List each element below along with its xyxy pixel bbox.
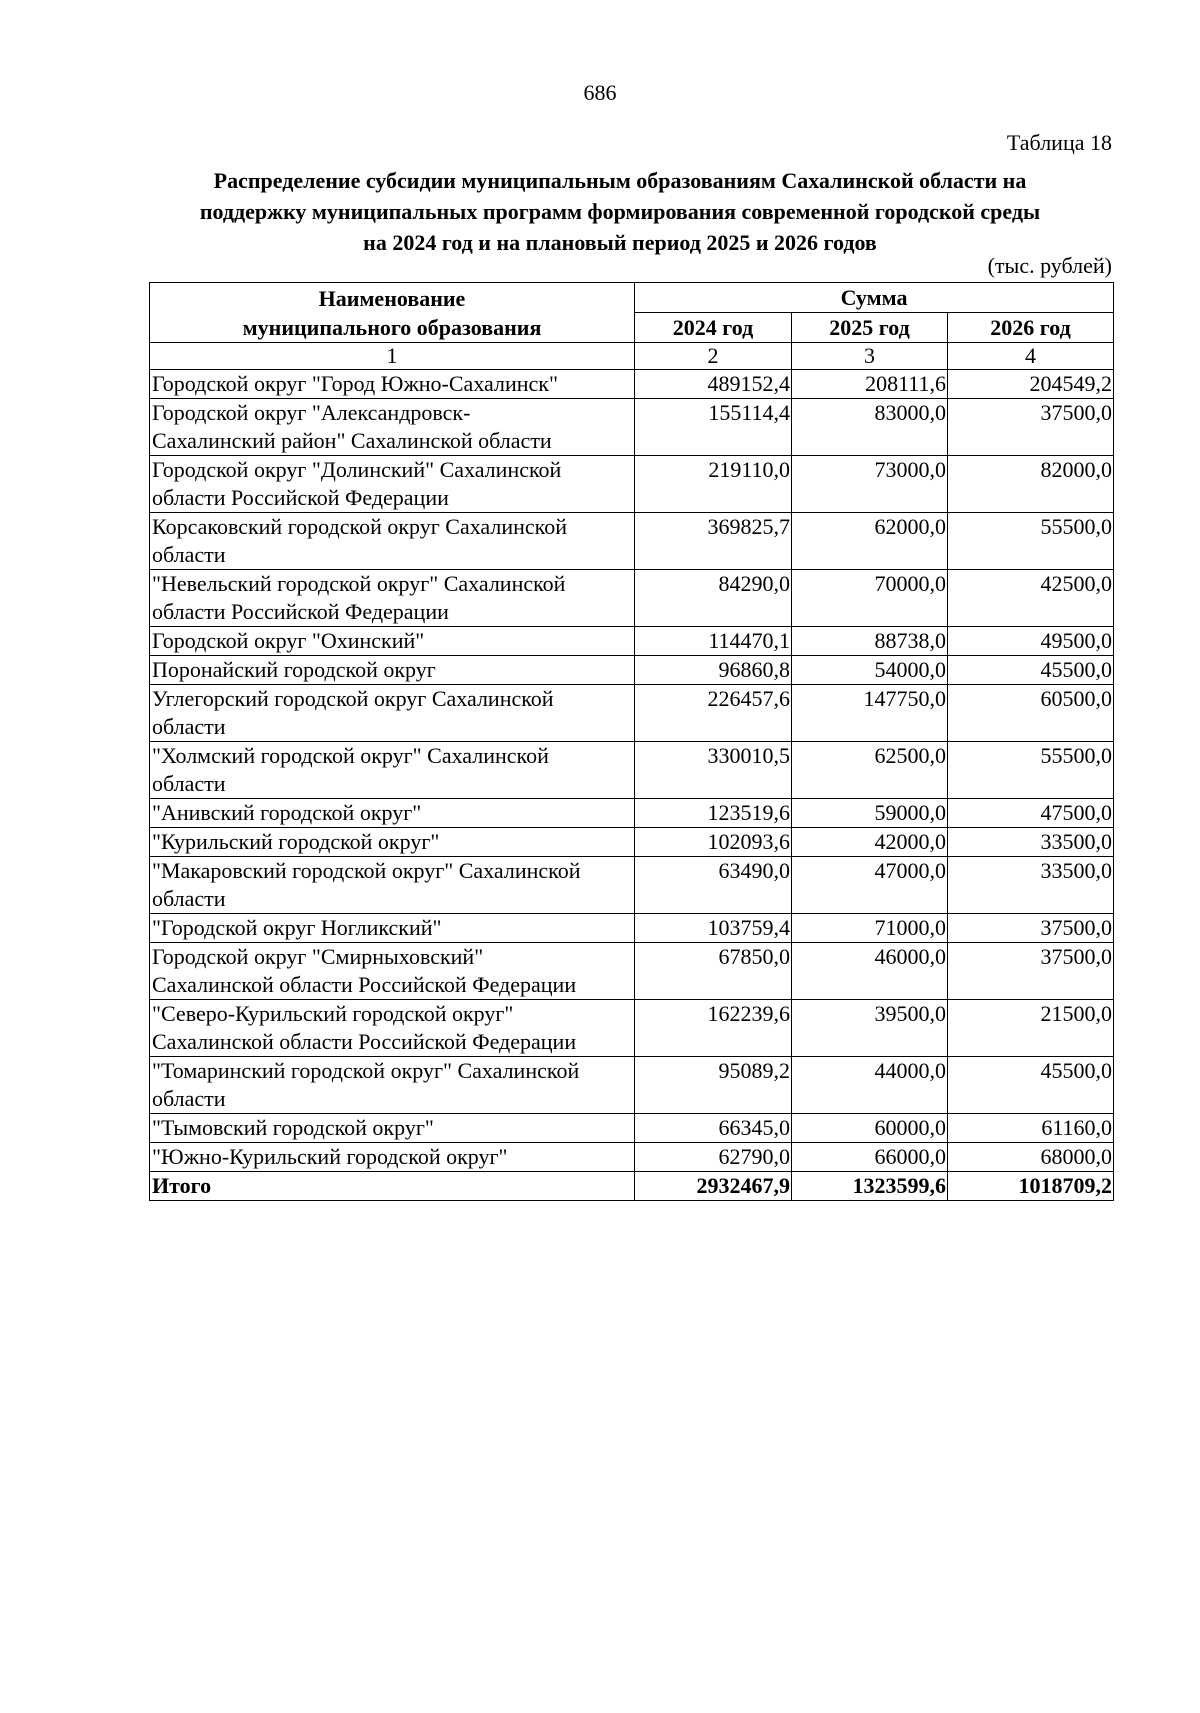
amount-2024: 96860,8 bbox=[635, 656, 792, 685]
page-number: 686 bbox=[583, 80, 617, 105]
municipality-name-line: Городской округ "Охинский" bbox=[152, 628, 425, 653]
amount-2024: 489152,4 bbox=[635, 370, 792, 399]
municipality-name-line: области bbox=[152, 1086, 226, 1111]
amount-2026: 33500,0 bbox=[948, 828, 1114, 857]
amount-2025: 147750,0 bbox=[792, 685, 948, 742]
municipality-name bbox=[150, 399, 635, 456]
amount-2025: 70000,0 bbox=[792, 570, 948, 627]
title-line-1: Распределение субсидии муниципальным образованиям Сахалинской области на bbox=[213, 168, 1027, 193]
title-line-3: на 2024 год и на плановый период 2025 и 2026 годов bbox=[363, 230, 877, 255]
municipality-name-line: "Южно-Курильский городской округ" bbox=[152, 1144, 508, 1169]
municipality-name-line: области bbox=[152, 542, 226, 567]
title-line-2: поддержку муниципальных программ формирования современной городской среды bbox=[199, 199, 1041, 224]
amount-2025: 208111,6 bbox=[792, 370, 948, 399]
municipality-name-line: Городской округ "Город Южно-Сахалинск" bbox=[152, 371, 558, 396]
amount-2025: 71000,0 bbox=[792, 914, 948, 943]
municipality-name-line: Сахалинской области Российской Федерации bbox=[152, 972, 577, 997]
table-row bbox=[150, 857, 1114, 914]
amount-2026: 47500,0 bbox=[948, 799, 1114, 828]
municipality-name bbox=[150, 799, 635, 828]
header-name-line-1: Наименование bbox=[318, 285, 466, 311]
amount-2024: 219110,0 bbox=[635, 456, 792, 513]
municipality-name bbox=[150, 742, 635, 799]
amount-2025: 60000,0 bbox=[792, 1114, 948, 1143]
amount-2024: 369825,7 bbox=[635, 513, 792, 570]
table-row bbox=[150, 914, 1114, 943]
amount-2026: 204549,2 bbox=[948, 370, 1114, 399]
municipality-name-line: Поронайский городской округ bbox=[152, 657, 436, 682]
amount-2026: 42500,0 bbox=[948, 570, 1114, 627]
municipality-name bbox=[150, 1000, 635, 1057]
municipality-name bbox=[150, 513, 635, 570]
municipality-name-line: области bbox=[152, 771, 226, 796]
header-name-line-2: муниципального образования bbox=[242, 314, 542, 340]
table-row bbox=[150, 513, 1114, 570]
municipality-name-line: "Тымовский городской округ" bbox=[152, 1115, 434, 1140]
municipality-name-line: Сахалинской области Российской Федерации bbox=[152, 1029, 577, 1054]
total-label: Итого bbox=[150, 1172, 635, 1201]
amount-2024: 226457,6 bbox=[635, 685, 792, 742]
amount-2024: 162239,6 bbox=[635, 1000, 792, 1057]
table-body bbox=[150, 370, 1114, 1172]
header-name bbox=[150, 283, 635, 343]
municipality-name bbox=[150, 627, 635, 656]
amount-2026: 61160,0 bbox=[948, 1114, 1114, 1143]
amount-2024: 95089,2 bbox=[635, 1057, 792, 1114]
amount-2026: 37500,0 bbox=[948, 914, 1114, 943]
municipality-name-line: Городской округ "Долинский" Сахалинской bbox=[152, 457, 562, 482]
amount-2026: 49500,0 bbox=[948, 627, 1114, 656]
municipality-name bbox=[150, 570, 635, 627]
amount-2024: 123519,6 bbox=[635, 799, 792, 828]
header-year-2024: 2024 год bbox=[635, 313, 792, 343]
amount-2026: 37500,0 bbox=[948, 943, 1114, 1000]
municipality-name-line: "Невельский городской округ" Сахалинской bbox=[152, 571, 566, 596]
amount-2024: 103759,4 bbox=[635, 914, 792, 943]
table-row bbox=[150, 656, 1114, 685]
municipality-name bbox=[150, 914, 635, 943]
municipality-name-line: области bbox=[152, 714, 226, 739]
municipality-name-line: "Курильский городской округ" bbox=[152, 829, 440, 854]
header-year-2026: 2026 год bbox=[948, 313, 1114, 343]
amount-2026: 60500,0 bbox=[948, 685, 1114, 742]
column-number: 1 bbox=[150, 343, 635, 370]
subsidy-table bbox=[149, 282, 1114, 1201]
amount-2024: 66345,0 bbox=[635, 1114, 792, 1143]
municipality-name-line: "Холмский городской округ" Сахалинской bbox=[152, 743, 549, 768]
municipality-name-line: Углегорский городской округ Сахалинской bbox=[152, 686, 554, 711]
amount-2024: 84290,0 bbox=[635, 570, 792, 627]
municipality-name-line: Корсаковский городской округ Сахалинской bbox=[152, 514, 568, 539]
table-row bbox=[150, 570, 1114, 627]
municipality-name-line: области Российской Федерации bbox=[152, 485, 449, 510]
table-row bbox=[150, 370, 1114, 399]
amount-2025: 46000,0 bbox=[792, 943, 948, 1000]
total-2026: 1018709,2 bbox=[948, 1172, 1114, 1201]
total-2024: 2932467,9 bbox=[635, 1172, 792, 1201]
municipality-name bbox=[150, 943, 635, 1000]
amount-2025: 59000,0 bbox=[792, 799, 948, 828]
municipality-name bbox=[150, 1114, 635, 1143]
amount-2026: 68000,0 bbox=[948, 1143, 1114, 1172]
amount-2024: 114470,1 bbox=[635, 627, 792, 656]
column-number: 2 bbox=[635, 343, 792, 370]
total-2025: 1323599,6 bbox=[792, 1172, 948, 1201]
amount-2025: 39500,0 bbox=[792, 1000, 948, 1057]
amount-2024: 330010,5 bbox=[635, 742, 792, 799]
amount-2025: 83000,0 bbox=[792, 399, 948, 456]
table-row bbox=[150, 742, 1114, 799]
municipality-name bbox=[150, 370, 635, 399]
municipality-name-line: "Городской округ Ногликский" bbox=[152, 915, 442, 940]
amount-2025: 88738,0 bbox=[792, 627, 948, 656]
amount-2026: 55500,0 bbox=[948, 513, 1114, 570]
amount-2026: 82000,0 bbox=[948, 456, 1114, 513]
amount-2026: 55500,0 bbox=[948, 742, 1114, 799]
municipality-name bbox=[150, 828, 635, 857]
municipality-name-line: "Макаровский городской округ" Сахалинской bbox=[152, 858, 581, 883]
amount-2026: 33500,0 bbox=[948, 857, 1114, 914]
amount-2026: 37500,0 bbox=[948, 399, 1114, 456]
table-row bbox=[150, 1057, 1114, 1114]
document-title bbox=[150, 165, 1090, 258]
table-row bbox=[150, 456, 1114, 513]
table-row bbox=[150, 943, 1114, 1000]
amount-2024: 63490,0 bbox=[635, 857, 792, 914]
table-label: Таблица 18 bbox=[1006, 130, 1112, 155]
municipality-name bbox=[150, 685, 635, 742]
total-row bbox=[150, 1172, 1114, 1201]
amount-2025: 54000,0 bbox=[792, 656, 948, 685]
amount-2025: 47000,0 bbox=[792, 857, 948, 914]
amount-2025: 42000,0 bbox=[792, 828, 948, 857]
municipality-name bbox=[150, 456, 635, 513]
amount-2024: 67850,0 bbox=[635, 943, 792, 1000]
amount-2026: 21500,0 bbox=[948, 1000, 1114, 1057]
column-number: 4 bbox=[948, 343, 1114, 370]
table-row bbox=[150, 799, 1114, 828]
amount-2025: 62500,0 bbox=[792, 742, 948, 799]
header-year-2025: 2025 год bbox=[792, 313, 948, 343]
amount-2025: 62000,0 bbox=[792, 513, 948, 570]
municipality-name-line: Городской округ "Смирныховский" bbox=[152, 944, 484, 969]
municipality-name-line: "Анивский городской округ" bbox=[152, 800, 422, 825]
amount-2024: 155114,4 bbox=[635, 399, 792, 456]
municipality-name bbox=[150, 1057, 635, 1114]
amount-2025: 44000,0 bbox=[792, 1057, 948, 1114]
column-number: 3 bbox=[792, 343, 948, 370]
table-row bbox=[150, 685, 1114, 742]
table-row bbox=[150, 1000, 1114, 1057]
amount-2024: 102093,6 bbox=[635, 828, 792, 857]
amount-2026: 45500,0 bbox=[948, 656, 1114, 685]
amount-2025: 66000,0 bbox=[792, 1143, 948, 1172]
municipality-name bbox=[150, 857, 635, 914]
amount-2026: 45500,0 bbox=[948, 1057, 1114, 1114]
units-label: (тыс. рублей) bbox=[987, 253, 1112, 278]
table-row bbox=[150, 1143, 1114, 1172]
table-row bbox=[150, 1114, 1114, 1143]
amount-2025: 73000,0 bbox=[792, 456, 948, 513]
amount-2024: 62790,0 bbox=[635, 1143, 792, 1172]
municipality-name-line: "Северо-Курильский городской округ" bbox=[152, 1001, 514, 1026]
municipality-name-line: области bbox=[152, 886, 226, 911]
table-row bbox=[150, 828, 1114, 857]
municipality-name-line: Городской округ "Александровск- bbox=[152, 400, 471, 425]
table-row bbox=[150, 399, 1114, 456]
municipality-name-line: Сахалинский район" Сахалинской области bbox=[152, 428, 552, 453]
municipality-name bbox=[150, 1143, 635, 1172]
table-row bbox=[150, 627, 1114, 656]
municipality-name-line: "Томаринский городской округ" Сахалинской bbox=[152, 1058, 580, 1083]
municipality-name bbox=[150, 656, 635, 685]
municipality-name-line: области Российской Федерации bbox=[152, 599, 449, 624]
header-sum: Сумма bbox=[635, 283, 1114, 313]
